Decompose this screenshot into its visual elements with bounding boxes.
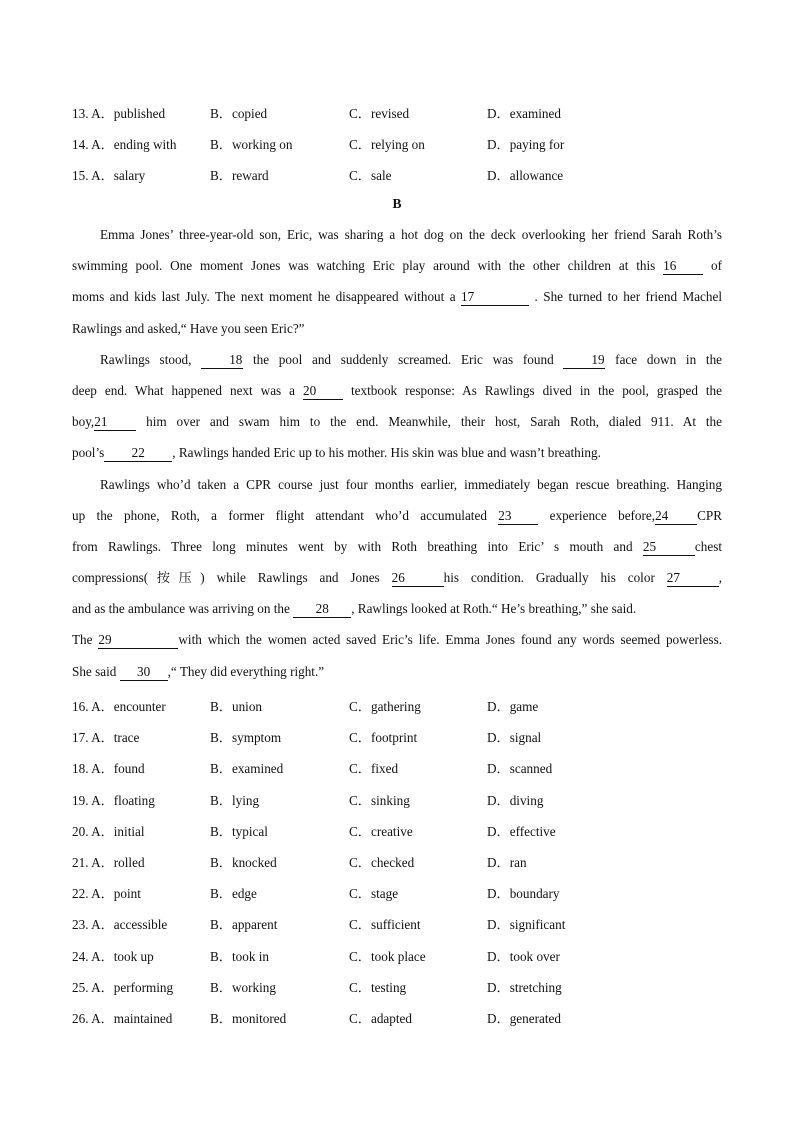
passage-line: She said 30 ,“ They did everything right.” — [72, 663, 325, 679]
question-15-option-d: D．allowance — [487, 168, 564, 183]
blank-19[interactable]: 19 — [563, 352, 605, 369]
blank-21[interactable]: 21 — [94, 414, 136, 431]
blank-27[interactable]: 27 — [667, 570, 719, 587]
option-c[interactable]: C．adapted — [349, 1011, 412, 1026]
blank-28[interactable]: 28 — [293, 601, 351, 618]
option-b[interactable]: B．examined — [210, 761, 284, 777]
passage-line: up the phone, Roth, a former flight attendant who’d accumulated 23 experience before,24 CPR — [72, 507, 723, 523]
question-14-option-b: B．working on — [210, 137, 293, 152]
passage-line: from Rawlings. Three long minutes went by with Roth breathing into Eric’ s mouth and 25 chest — [72, 538, 723, 554]
question-13-option-b: B．copied — [210, 106, 268, 121]
option-c[interactable]: C．fixed — [349, 761, 399, 777]
option-d[interactable]: D．game — [487, 699, 539, 714]
option-c[interactable]: C．stage — [349, 886, 399, 902]
option-d[interactable]: D．signal — [487, 730, 542, 746]
option-a[interactable]: 19. A．floating — [72, 792, 155, 808]
blank-30[interactable]: 30 — [120, 664, 168, 681]
option-a[interactable]: 17. A．trace — [72, 730, 140, 746]
option-b[interactable]: B．symptom — [210, 730, 282, 746]
blank-29[interactable]: 29 — [98, 632, 178, 649]
option-b[interactable]: B．apparent — [210, 917, 278, 933]
option-d[interactable]: D．ran — [487, 855, 527, 870]
blank-26[interactable]: 26 — [392, 570, 444, 587]
option-c[interactable]: C．testing — [349, 979, 407, 995]
passage-line: deep end. What happened next was a 20 textbook response: As Rawlings dived in the pool, grasped the — [72, 382, 723, 398]
blank-16[interactable]: 16 — [663, 258, 703, 275]
option-d[interactable]: D．stretching — [487, 979, 562, 995]
blank-18[interactable]: 18 — [201, 352, 243, 369]
blank-25[interactable]: 25 — [643, 539, 695, 556]
blank-24[interactable]: 24 — [655, 508, 697, 525]
passage-line: moms and kids last July. The next moment he disappeared without a 17 . She turned to her friend Machel — [72, 289, 723, 305]
question-13-option-d: D．examined — [487, 106, 561, 121]
option-d[interactable]: D．boundary — [487, 886, 560, 902]
option-b[interactable]: B．lying — [210, 792, 260, 808]
option-a[interactable]: 24. A．took up — [72, 948, 154, 964]
option-d[interactable]: D．significant — [487, 917, 566, 933]
option-d[interactable]: D．took over — [487, 948, 560, 964]
option-d[interactable]: D．generated — [487, 1011, 561, 1026]
question-15-option-a: 15. A．salary — [72, 168, 146, 183]
option-c[interactable]: C．gathering — [349, 699, 421, 714]
blank-22[interactable]: 22 — [104, 445, 172, 462]
passage-line: pool’s 22 , Rawlings handed Eric up to his mother. His skin was blue and wasn’t breathing. — [72, 445, 601, 461]
option-c[interactable]: C．sufficient — [349, 917, 421, 933]
option-c[interactable]: C．footprint — [349, 730, 418, 746]
option-c[interactable]: C．took place — [349, 948, 426, 964]
passage — [72, 219, 722, 687]
passage-line: Rawlings who’d taken a CPR course just four months earlier, immediately began rescue breathing. Hanging — [100, 476, 722, 492]
question-13-option-c: C．revised — [349, 106, 410, 121]
option-c[interactable]: C．sinking — [349, 792, 410, 808]
passage-line: boy,21 him over and swam him to the end. Meanwhile, their host, Sarah Roth, dialed 911. At the — [72, 414, 722, 430]
option-a[interactable]: 16. A．encounter — [72, 699, 166, 714]
blank-17[interactable]: 17 — [461, 289, 529, 306]
option-b[interactable]: B．took in — [210, 948, 269, 964]
section-title: B — [392, 196, 402, 211]
option-b[interactable]: B．working — [210, 979, 276, 995]
option-d[interactable]: D．diving — [487, 792, 544, 808]
option-a[interactable]: 25. A．performing — [72, 979, 174, 995]
option-b[interactable]: B．edge — [210, 886, 257, 902]
option-a[interactable]: 18. A．found — [72, 761, 145, 777]
passage-line: Rawlings stood, 18 the pool and suddenly screamed. Eric was found 19 face down in the — [100, 351, 723, 367]
passage-line: compressions(按压) while Rawlings and Jones 26 his condition. Gradually his color 27 , — [72, 570, 723, 586]
option-a[interactable]: 23. A．accessible — [72, 917, 168, 933]
option-b[interactable]: B．knocked — [210, 855, 277, 870]
option-a[interactable]: 20. A．initial — [72, 823, 145, 839]
option-d[interactable]: D．scanned — [487, 761, 553, 777]
option-a[interactable]: 21. A．rolled — [72, 855, 145, 870]
question-14-option-d: D．paying for — [487, 137, 565, 152]
passage-line: Rawlings and asked,“ Have you seen Eric?” — [72, 320, 305, 336]
option-c[interactable]: C．checked — [349, 855, 415, 870]
blank-20[interactable]: 20 — [303, 383, 343, 400]
passage-line: Emma Jones’ three-year-old son, Eric, was sharing a hot dog on the deck overlooking her friend Sarah Roth’s — [100, 227, 722, 242]
question-15-option-c: C．sale — [349, 168, 392, 183]
passage-line: The 29 with which the women acted saved Eric’s life. Emma Jones found any words seemed powerless. — [72, 632, 722, 648]
option-c[interactable]: C．creative — [349, 823, 413, 839]
option-d[interactable]: D．effective — [487, 823, 556, 839]
option-b[interactable]: B．typical — [210, 823, 268, 839]
question-14-option-c: C．relying on — [349, 137, 425, 152]
passage-line: swimming pool. One moment Jones was watching Eric play around with the other children at this 16 of — [72, 258, 723, 274]
question-13-option-a: 13. A．published — [72, 106, 166, 121]
question-15-option-b: B．reward — [210, 168, 269, 183]
passage-line: and as the ambulance was arriving on the 28 , Rawlings looked at Roth.“ He’s breathing,” she said. — [72, 601, 637, 617]
option-b[interactable]: B．union — [210, 699, 263, 714]
blank-23[interactable]: 23 — [498, 508, 538, 525]
option-a[interactable]: 26. A．maintained — [72, 1011, 173, 1026]
option-a[interactable]: 22. A．point — [72, 886, 141, 902]
option-b[interactable]: B．monitored — [210, 1011, 287, 1026]
question-14-option-a: 14. A．ending with — [72, 137, 177, 152]
